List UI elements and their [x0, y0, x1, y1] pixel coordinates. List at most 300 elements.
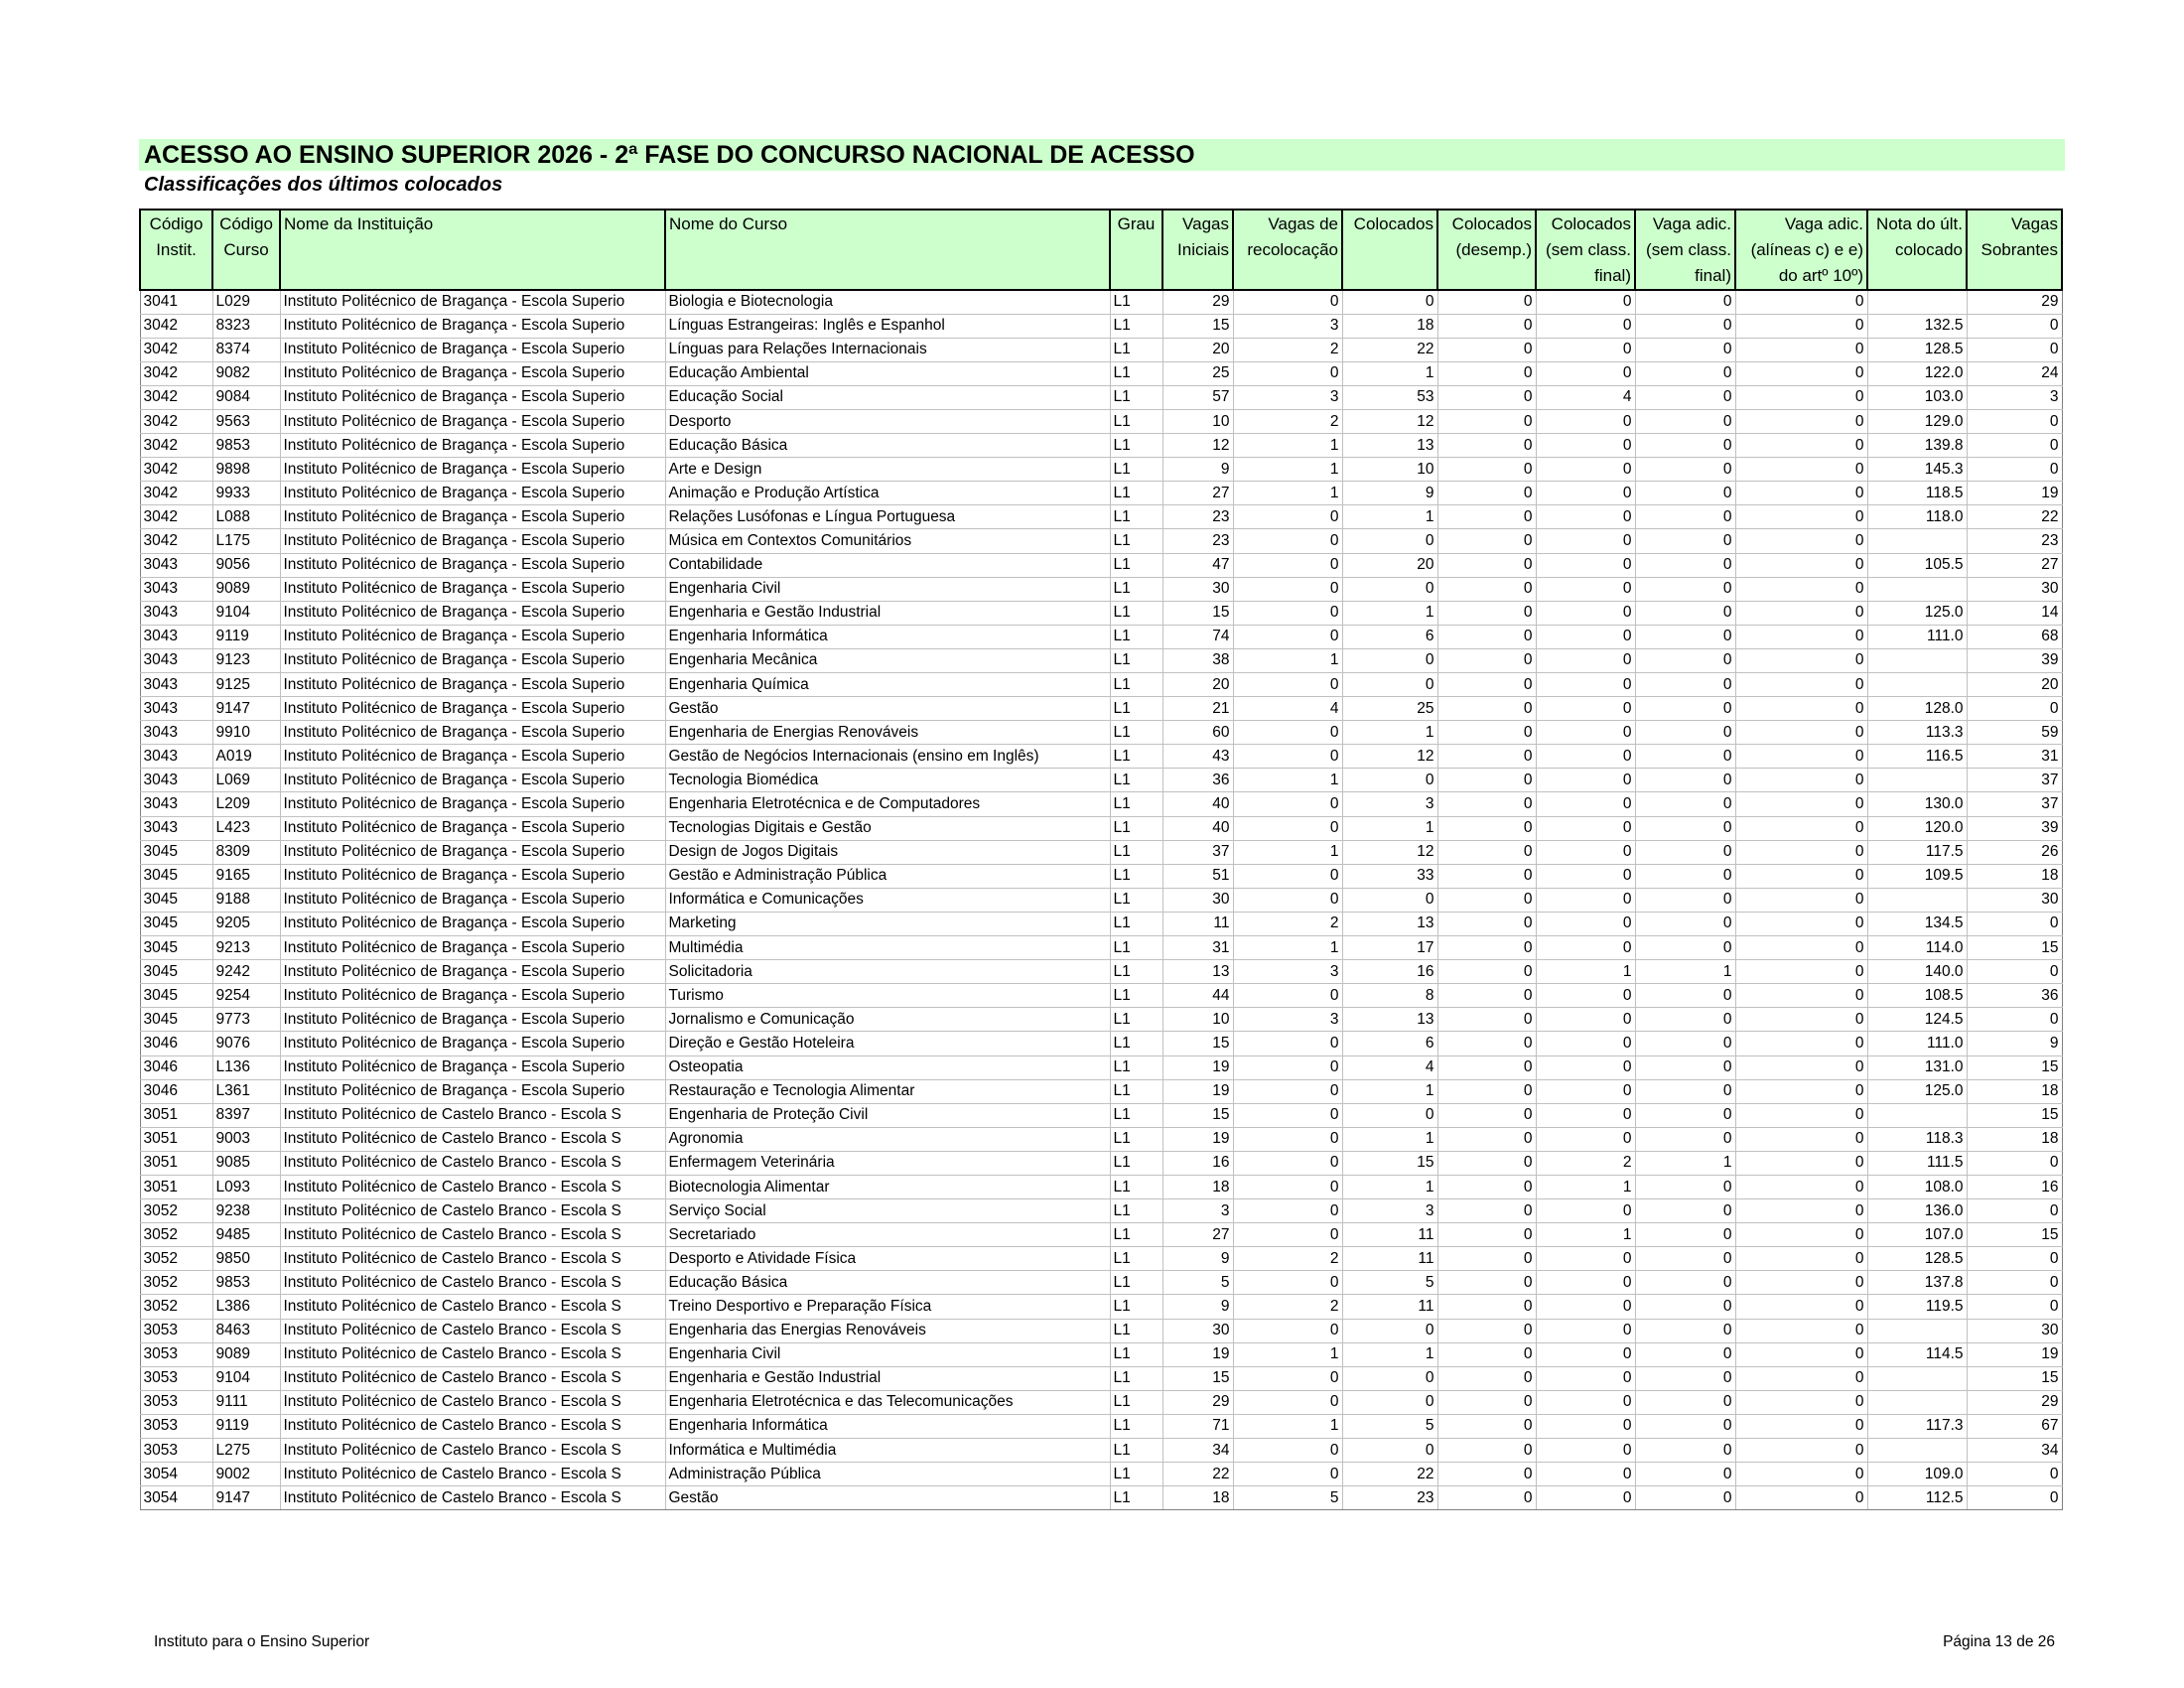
table-cell: Educação Ambiental [665, 361, 1110, 385]
table-cell: 0 [1967, 1486, 2062, 1510]
table-cell: 0 [1233, 505, 1342, 529]
table-row [140, 1079, 2062, 1103]
table-cell: 34 [1162, 1439, 1233, 1463]
table-cell: 1 [1342, 1079, 1437, 1103]
table-cell: 0 [1437, 290, 1536, 314]
table-cell: 0 [1635, 1271, 1735, 1295]
table-cell: 0 [1342, 1319, 1437, 1342]
table-cell: 0 [1342, 529, 1437, 553]
table-cell: L1 [1110, 458, 1162, 482]
table-cell: 1 [1233, 936, 1342, 960]
table-cell: Desporto e Atividade Física [665, 1247, 1110, 1271]
col-header-colocados-sem-class: Colocados (sem class. final) [1536, 210, 1635, 290]
table-cell: 3042 [140, 529, 212, 553]
table-cell: L1 [1110, 673, 1162, 697]
table-cell: 11 [1342, 1223, 1437, 1247]
table-cell: 18 [1162, 1486, 1233, 1510]
table-cell: 19 [1162, 1342, 1233, 1366]
table-cell: Instituto Politécnico de Castelo Branco - Escola S [280, 1486, 665, 1510]
table-cell: L1 [1110, 960, 1162, 984]
table-cell: 1 [1233, 769, 1342, 792]
table-cell: 3042 [140, 458, 212, 482]
table-cell: Solicitadoria [665, 960, 1110, 984]
table-cell: 0 [1437, 1175, 1536, 1198]
table-cell: 34 [1967, 1439, 2062, 1463]
table-row [140, 1319, 2062, 1342]
table-cell: 0 [1635, 1319, 1735, 1342]
table-cell: 13 [1342, 1008, 1437, 1032]
table-cell: 0 [1735, 1008, 1867, 1032]
table-cell: 0 [1536, 529, 1635, 553]
table-cell: Engenharia Eletrotécnica e das Telecomunicações [665, 1390, 1110, 1414]
table-cell: 0 [1342, 673, 1437, 697]
table-cell: Instituto Politécnico de Castelo Branco - Escola S [280, 1366, 665, 1390]
table-cell: 0 [1635, 385, 1735, 409]
table-cell: 118.0 [1867, 505, 1967, 529]
table-cell: Instituto Politécnico de Bragança - Escola Superio [280, 1079, 665, 1103]
table-cell: 0 [1437, 1008, 1536, 1032]
table-cell: 9563 [212, 409, 280, 433]
table-cell: Instituto Politécnico de Bragança - Escola Superio [280, 936, 665, 960]
table-row [140, 577, 2062, 601]
table-body [140, 290, 2062, 1510]
table-cell: 0 [1437, 840, 1536, 864]
col-header-vagas-iniciais: Vagas Iniciais [1162, 210, 1233, 290]
table-cell: 0 [1536, 458, 1635, 482]
table-cell: 0 [1233, 1127, 1342, 1151]
table-cell: Engenharia de Energias Renováveis [665, 721, 1110, 745]
table-cell: 3043 [140, 745, 212, 769]
table-cell: L1 [1110, 409, 1162, 433]
table-cell: 0 [1342, 1390, 1437, 1414]
table-cell: 22 [1967, 505, 2062, 529]
table-cell: L1 [1110, 290, 1162, 314]
table-row [140, 792, 2062, 816]
table-cell: Instituto Politécnico de Bragança - Escola Superio [280, 482, 665, 505]
table-cell: 0 [1967, 912, 2062, 935]
table-cell: 1 [1233, 840, 1342, 864]
table-cell: 0 [1635, 697, 1735, 721]
table-cell: Engenharia Informática [665, 625, 1110, 648]
table-cell: 137.8 [1867, 1271, 1967, 1295]
table-cell: 13 [1162, 960, 1233, 984]
table-cell: 0 [1967, 960, 2062, 984]
table-cell: Línguas para Relações Internacionais [665, 338, 1110, 361]
table-cell: 0 [1536, 1103, 1635, 1127]
table-cell: 9119 [212, 625, 280, 648]
table-cell [1867, 1439, 1967, 1463]
col-header-colocados: Colocados [1342, 210, 1437, 290]
table-cell: 0 [1233, 1055, 1342, 1079]
table-cell: L1 [1110, 385, 1162, 409]
table-cell: Instituto Politécnico de Bragança - Escola Superio [280, 1055, 665, 1079]
table-cell: 103.0 [1867, 385, 1967, 409]
table-cell: Instituto Politécnico de Bragança - Escola Superio [280, 338, 665, 361]
table-cell: 0 [1735, 505, 1867, 529]
table-cell: 1 [1342, 1127, 1437, 1151]
table-cell: 3053 [140, 1390, 212, 1414]
table-cell: 18 [1342, 314, 1437, 338]
table-cell: 128.5 [1867, 1247, 1967, 1271]
table-cell: 19 [1967, 482, 2062, 505]
col-header-codigo-curso: Código Curso [212, 210, 280, 290]
table-cell: 0 [1536, 1486, 1635, 1510]
table-cell: 0 [1635, 1175, 1735, 1198]
table-cell: 0 [1437, 912, 1536, 935]
table-cell: Instituto Politécnico de Bragança - Escola Superio [280, 960, 665, 984]
table-cell: 3052 [140, 1295, 212, 1319]
table-cell: 27 [1162, 1223, 1233, 1247]
table-row [140, 1223, 2062, 1247]
table-cell: 59 [1967, 721, 2062, 745]
table-cell: 3 [1233, 960, 1342, 984]
table-cell: 0 [1635, 482, 1735, 505]
table-cell: L1 [1110, 840, 1162, 864]
footer-page-number: Página 13 de 26 [1943, 1633, 2055, 1650]
table-cell: 16 [1342, 960, 1437, 984]
table-cell: 0 [1635, 888, 1735, 912]
table-cell: 0 [1536, 553, 1635, 577]
table-cell: 3052 [140, 1271, 212, 1295]
table-cell: L1 [1110, 792, 1162, 816]
table-cell: 53 [1342, 385, 1437, 409]
table-cell: 0 [1735, 1319, 1867, 1342]
table-cell: 0 [1735, 1414, 1867, 1438]
table-cell: Instituto Politécnico de Bragança - Escola Superio [280, 577, 665, 601]
table-cell: 0 [1233, 1390, 1342, 1414]
table-cell: 0 [1342, 769, 1437, 792]
table-cell: 0 [1233, 290, 1342, 314]
table-cell: 23 [1967, 529, 2062, 553]
table-cell: 22 [1342, 338, 1437, 361]
table-cell: 9165 [212, 864, 280, 888]
table-cell: Instituto Politécnico de Castelo Branco - Escola S [280, 1247, 665, 1271]
table-cell: 0 [1635, 314, 1735, 338]
table-cell: Línguas Estrangeiras: Inglês e Espanhol [665, 314, 1110, 338]
table-cell: 0 [1735, 1055, 1867, 1079]
col-header-nome-instituicao: Nome da Instituição [280, 210, 665, 290]
table-cell: L1 [1110, 769, 1162, 792]
table-cell: 3042 [140, 409, 212, 433]
table-cell: 117.3 [1867, 1414, 1967, 1438]
table-cell: 0 [1233, 721, 1342, 745]
table-cell: 3053 [140, 1439, 212, 1463]
table-cell: Instituto Politécnico de Castelo Branco - Escola S [280, 1390, 665, 1414]
table-cell: 0 [1735, 792, 1867, 816]
table-cell: 1 [1342, 816, 1437, 840]
table-cell: 0 [1735, 1151, 1867, 1175]
table-cell: Instituto Politécnico de Bragança - Escola Superio [280, 553, 665, 577]
table-cell: 0 [1967, 1151, 2062, 1175]
table-cell: 0 [1635, 290, 1735, 314]
table-cell: 0 [1967, 458, 2062, 482]
table-cell: 9082 [212, 361, 280, 385]
table-row [140, 936, 2062, 960]
table-cell: 0 [1536, 912, 1635, 935]
table-cell: 0 [1437, 1032, 1536, 1055]
table-cell: 3042 [140, 361, 212, 385]
table-row [140, 912, 2062, 935]
table-cell: 0 [1735, 553, 1867, 577]
table-cell: 3052 [140, 1199, 212, 1223]
table-cell: 0 [1735, 1390, 1867, 1414]
page-subtitle: Classificações dos últimos colocados [144, 174, 503, 196]
table-cell: 0 [1437, 960, 1536, 984]
table-cell: 0 [1437, 385, 1536, 409]
table-cell: 0 [1635, 601, 1735, 625]
table-cell: 0 [1735, 1366, 1867, 1390]
table-cell: Marketing [665, 912, 1110, 935]
table-cell: Instituto Politécnico de Castelo Branco - Escola S [280, 1223, 665, 1247]
table-cell: L1 [1110, 625, 1162, 648]
table-cell: 0 [1635, 553, 1735, 577]
table-cell: 51 [1162, 864, 1233, 888]
table-cell: 3053 [140, 1414, 212, 1438]
table-cell: 0 [1437, 648, 1536, 672]
table-cell: 9853 [212, 434, 280, 458]
table-cell: 3046 [140, 1055, 212, 1079]
table-cell: 3045 [140, 984, 212, 1008]
table-cell: 3046 [140, 1079, 212, 1103]
table-cell: 2 [1233, 1295, 1342, 1319]
table-cell: Instituto Politécnico de Castelo Branco - Escola S [280, 1295, 665, 1319]
table-cell: 12 [1162, 434, 1233, 458]
table-cell: 3 [1342, 1199, 1437, 1223]
table-cell: 0 [1233, 1175, 1342, 1198]
table-cell: 0 [1735, 697, 1867, 721]
table-cell: 6 [1342, 625, 1437, 648]
table-cell: 0 [1735, 1079, 1867, 1103]
table-cell: 9 [1162, 1295, 1233, 1319]
table-cell: 1 [1233, 458, 1342, 482]
table-cell: 0 [1536, 769, 1635, 792]
table-cell: 36 [1162, 769, 1233, 792]
table-cell: 0 [1437, 745, 1536, 769]
table-cell: 0 [1735, 673, 1867, 697]
table-cell: 0 [1437, 338, 1536, 361]
table-row [140, 816, 2062, 840]
table-cell: L423 [212, 816, 280, 840]
table-cell: 40 [1162, 792, 1233, 816]
table-cell: 3053 [140, 1342, 212, 1366]
table-cell: 3045 [140, 864, 212, 888]
table-cell: Engenharia e Gestão Industrial [665, 601, 1110, 625]
table-cell: L1 [1110, 482, 1162, 505]
table-cell: Instituto Politécnico de Castelo Branco - Escola S [280, 1439, 665, 1463]
table-cell: 0 [1735, 458, 1867, 482]
table-cell: Instituto Politécnico de Castelo Branco - Escola S [280, 1103, 665, 1127]
table-cell: 0 [1536, 1055, 1635, 1079]
table-cell: 1 [1635, 960, 1735, 984]
table-cell: L1 [1110, 1127, 1162, 1151]
table-cell: 1 [1342, 361, 1437, 385]
page-title: ACESSO AO ENSINO SUPERIOR 2026 - 2ª FASE DO CONCURSO NACIONAL DE ACESSO [144, 141, 1195, 169]
table-row [140, 1295, 2062, 1319]
table-cell: 23 [1162, 529, 1233, 553]
table-cell: L1 [1110, 1032, 1162, 1055]
table-cell: Instituto Politécnico de Castelo Branco - Escola S [280, 1175, 665, 1198]
table-cell: 19 [1162, 1055, 1233, 1079]
table-row [140, 1055, 2062, 1079]
table-cell: 0 [1635, 1103, 1735, 1127]
table-cell: 105.5 [1867, 553, 1967, 577]
col-header-vagas-recolocacao: Vagas de recolocação [1233, 210, 1342, 290]
table-cell: Contabilidade [665, 553, 1110, 577]
table-cell: 3042 [140, 505, 212, 529]
table-cell: 0 [1536, 1079, 1635, 1103]
table-row [140, 434, 2062, 458]
table-cell: 0 [1635, 816, 1735, 840]
table-cell: 0 [1635, 625, 1735, 648]
table-cell: Instituto Politécnico de Bragança - Escola Superio [280, 314, 665, 338]
table-cell: 0 [1536, 697, 1635, 721]
table-cell: 18 [1967, 1127, 2062, 1151]
table-cell: 3051 [140, 1127, 212, 1151]
table-cell: 5 [1342, 1271, 1437, 1295]
table-cell: 3042 [140, 338, 212, 361]
table-cell: 0 [1536, 1008, 1635, 1032]
table-cell: Restauração e Tecnologia Alimentar [665, 1079, 1110, 1103]
table-cell: L1 [1110, 1390, 1162, 1414]
table-cell: 0 [1635, 984, 1735, 1008]
table-cell: Engenharia de Proteção Civil [665, 1103, 1110, 1127]
table-cell: 0 [1635, 769, 1735, 792]
table-cell: 0 [1437, 1271, 1536, 1295]
table-cell: 0 [1635, 361, 1735, 385]
table-cell: L1 [1110, 1055, 1162, 1079]
table-cell: 3 [1967, 385, 2062, 409]
table-cell: Engenharia das Energias Renováveis [665, 1319, 1110, 1342]
table-cell: 0 [1437, 434, 1536, 458]
table-cell: 5 [1233, 1486, 1342, 1510]
table-cell: 0 [1635, 1366, 1735, 1390]
table-cell: 0 [1536, 864, 1635, 888]
table-cell: 37 [1162, 840, 1233, 864]
table-cell: 0 [1635, 1127, 1735, 1151]
table-cell: 3045 [140, 888, 212, 912]
table-cell: L1 [1110, 1247, 1162, 1271]
table-cell: 0 [1233, 1079, 1342, 1103]
table-cell: Osteopatia [665, 1055, 1110, 1079]
table-cell: 0 [1536, 1390, 1635, 1414]
table-cell: 3045 [140, 912, 212, 935]
table-cell: 120.0 [1867, 816, 1967, 840]
table-cell: 30 [1967, 577, 2062, 601]
table-cell: L069 [212, 769, 280, 792]
table-cell: 0 [1967, 697, 2062, 721]
table-cell: 0 [1536, 816, 1635, 840]
table-cell: 0 [1536, 1127, 1635, 1151]
col-header-vagas-sobrantes: Vagas Sobrantes [1967, 210, 2062, 290]
table-cell: 1 [1342, 505, 1437, 529]
table-cell: 18 [1162, 1175, 1233, 1198]
table-cell: 128.0 [1867, 697, 1967, 721]
table-cell: 10 [1162, 409, 1233, 433]
table-cell: L1 [1110, 553, 1162, 577]
table-row [140, 553, 2062, 577]
table-cell: 0 [1635, 577, 1735, 601]
table-cell: Biologia e Biotecnologia [665, 290, 1110, 314]
table-cell: 0 [1437, 1486, 1536, 1510]
table-cell: 14 [1967, 601, 2062, 625]
col-header-colocados-desemp: Colocados (desemp.) [1437, 210, 1536, 290]
table-cell: L1 [1110, 1008, 1162, 1032]
table-cell: 0 [1233, 529, 1342, 553]
table-cell: 0 [1536, 601, 1635, 625]
table-cell: 23 [1342, 1486, 1437, 1510]
table-cell: 3045 [140, 936, 212, 960]
table-cell: 0 [1635, 673, 1735, 697]
table-cell: 60 [1162, 721, 1233, 745]
table-row [140, 385, 2062, 409]
table-cell: 15 [1162, 314, 1233, 338]
table-cell: 0 [1536, 673, 1635, 697]
table-cell: 3 [1162, 1199, 1233, 1223]
table-cell: 132.5 [1867, 314, 1967, 338]
table-row [140, 745, 2062, 769]
table-row [140, 864, 2062, 888]
table-cell: Instituto Politécnico de Bragança - Escola Superio [280, 505, 665, 529]
table-cell: 39 [1967, 648, 2062, 672]
table-cell: 0 [1967, 1295, 2062, 1319]
table-cell: 0 [1967, 1463, 2062, 1486]
table-cell: 0 [1437, 1366, 1536, 1390]
table-cell: 12 [1342, 840, 1437, 864]
table-cell: 9254 [212, 984, 280, 1008]
table-cell: 9089 [212, 577, 280, 601]
table-cell: 25 [1342, 697, 1437, 721]
table-cell: 0 [1437, 1319, 1536, 1342]
table-cell: 3054 [140, 1463, 212, 1486]
table-row [140, 1463, 2062, 1486]
table-cell: Instituto Politécnico de Bragança - Escola Superio [280, 434, 665, 458]
table-cell: 1 [1536, 960, 1635, 984]
table-row [140, 1271, 2062, 1295]
table-cell: Serviço Social [665, 1199, 1110, 1223]
table-cell: Instituto Politécnico de Bragança - Escola Superio [280, 458, 665, 482]
results-table [139, 209, 2063, 1510]
table-cell: 0 [1437, 721, 1536, 745]
table-cell: Instituto Politécnico de Bragança - Escola Superio [280, 361, 665, 385]
table-cell: 9089 [212, 1342, 280, 1366]
table-cell: 29 [1162, 290, 1233, 314]
table-cell: 3045 [140, 960, 212, 984]
table-cell: 3042 [140, 314, 212, 338]
table-cell: 21 [1162, 697, 1233, 721]
table-cell: 71 [1162, 1414, 1233, 1438]
table-cell: 3043 [140, 816, 212, 840]
table-cell: 0 [1635, 745, 1735, 769]
table-cell: Jornalismo e Comunicação [665, 1008, 1110, 1032]
table-cell: 0 [1735, 625, 1867, 648]
table-cell: Gestão e Administração Pública [665, 864, 1110, 888]
table-cell: Engenharia Civil [665, 577, 1110, 601]
table-cell: 0 [1735, 1439, 1867, 1463]
table-cell: 3053 [140, 1319, 212, 1342]
table-cell: 0 [1635, 840, 1735, 864]
table-cell: 67 [1967, 1414, 2062, 1438]
table-cell: L029 [212, 290, 280, 314]
table-cell: 3043 [140, 648, 212, 672]
table-cell: 9242 [212, 960, 280, 984]
table-cell: 15 [1967, 1103, 2062, 1127]
table-cell: 0 [1536, 1366, 1635, 1390]
table-cell: 9 [1967, 1032, 2062, 1055]
table-cell: Instituto Politécnico de Bragança - Escola Superio [280, 1032, 665, 1055]
col-header-nota-ultimo: Nota do últ. colocado [1867, 210, 1967, 290]
table-cell: Turismo [665, 984, 1110, 1008]
table-cell: Instituto Politécnico de Castelo Branco - Escola S [280, 1319, 665, 1342]
